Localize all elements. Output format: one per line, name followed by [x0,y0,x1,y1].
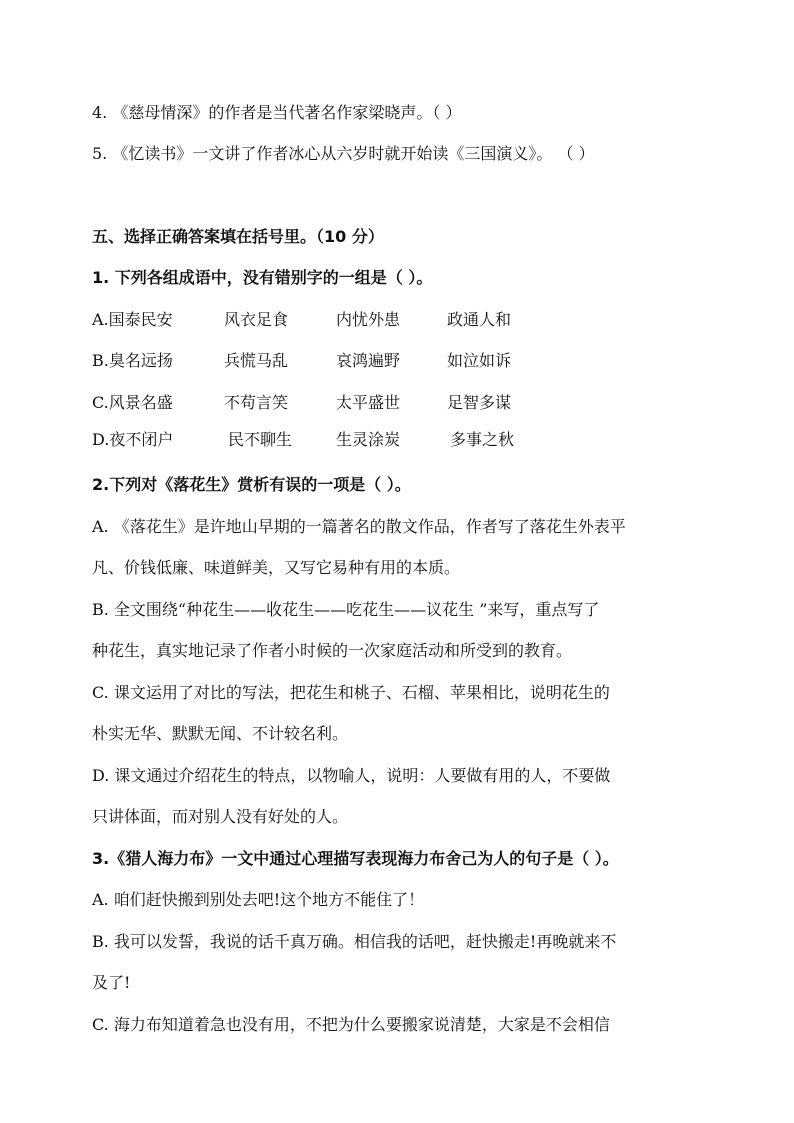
question-2-line: C. 课文运用了对比的写法，把花生和桃子、石榴、苹果相比，说明花生的 [92,683,610,702]
judgement-item-4: 4. 《慈母情深》的作者是当代著名作家梁晓声。（ ） [92,103,462,122]
question-3-line: B. 我可以发誓，我说的话千真万确。相信我的话吧，赶快搬走!再晚就来不 [92,932,617,951]
option-text: 民不聊生 [228,430,293,449]
question-2-line: D. 课文通过介绍花生的特点，以物喻人，说明：人要做有用的人，不要做 [92,766,611,785]
option-text: 内忧外患 [336,310,401,329]
question-3-stem: 3.《猎人海力布》一文中通过心理描写表现海力布舍己为人的句子是（ ）。 [92,849,619,868]
option-text: 不苟言笑 [224,393,289,412]
option-text: B.臭名远扬 [92,351,173,370]
option-text: A.国泰民安 [92,310,173,329]
option-text: 生灵涂炭 [336,430,401,449]
question-3-line: 及了! [92,973,131,992]
question-2-line: 种花生，真实地记录了作者小时候的一次家庭活动和所受到的教育。 [92,641,573,660]
question-2-line: 朴实无华、默默无闻、不计较名利。 [92,724,349,743]
judgement-item-5: 5. 《忆读书》一文讲了作者冰心从六岁时就开始读《三国演义》。 （ ） [92,144,595,163]
option-text: C.风景名盛 [92,393,173,412]
question-3-line: A. 咱们赶快搬到别处去吧!这个地方不能住了！ [92,890,425,909]
option-text: 政通人和 [447,310,512,329]
question-3-line: C. 海力布知道着急也没有用，不把为什么要搬家说清楚，大家是不会相信 [92,1015,610,1034]
option-text: 如泣如诉 [447,351,512,370]
question-2-line: 只讲体面，而对别人没有好处的人。 [92,807,349,826]
option-text: 风衣足食 [224,310,289,329]
option-text: 多事之秋 [450,430,515,449]
option-text: D.夜不闭户 [92,430,174,449]
option-text: 哀鸿遍野 [336,351,401,370]
question-1-stem: 1. 下列各组成语中，没有错别字的一组是（ ）。 [92,268,433,287]
question-2-line: A. 《落花生》是许地山早期的一篇著名的散文作品，作者写了落花生外表平 [92,517,626,536]
option-text: 太平盛世 [336,393,401,412]
section-heading: 五、选择正确答案填在括号里。（10 分） [92,227,384,246]
question-2-line: 凡、价钱低廉、味道鲜美，又写它易种有用的本质。 [92,558,461,577]
question-2-stem: 2.下列对《落花生》赏析有误的一项是（ ）。 [92,475,411,494]
option-text: 兵慌马乱 [224,351,289,370]
question-2-line: B. 全文围绕“种花生——收花生——吃花生——议花生 ”来写，重点写了 [92,600,600,619]
option-text: 足智多谋 [447,393,512,412]
